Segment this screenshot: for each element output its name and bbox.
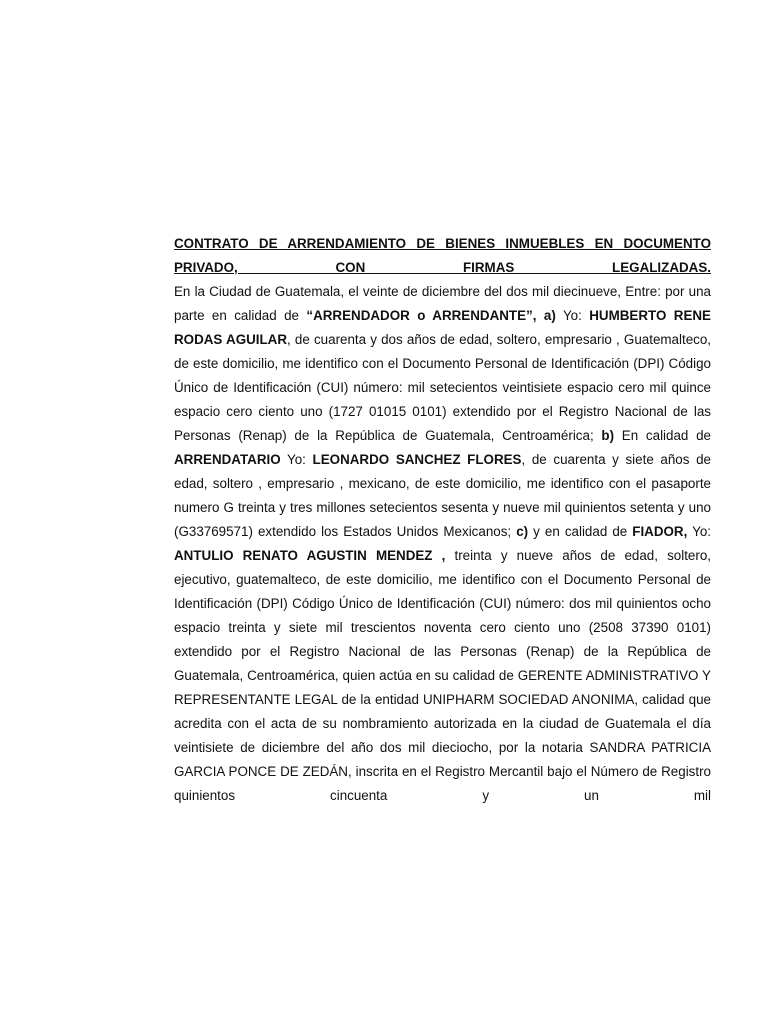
yo-text-1: Yo: (555, 308, 590, 323)
document-title: CONTRATO DE ARRENDAMIENTO DE BIENES INMUEBLES EN DOCUMENTO PRIVADO, CON FIRMAS LEGALIZADAS. (174, 236, 711, 275)
clause-a-label: a) (543, 308, 556, 323)
body-text-1: En la Ciudad de Guatemala, el veinte de diciembre del dos mil diecinueve, Entre: por una parte en calidad de (174, 284, 711, 323)
body-text-2: , de cuarenta y dos años de edad, soltero, empresario , Guatemalteco, de este domicilio, me identifico con el Documento Personal de Identificación (DPI) Código Único de Identificación (CUI) número: mil setecientos veintisiete espacio cero mil quince espacio cero ciento uno (1727 01015 0101) extendido por el Registro Nacional de las Personas (Renap) de la República de Guatemala, Centroamérica; (174, 332, 712, 443)
arrendatario-role: ARRENDATARIO (174, 452, 281, 467)
clause-c-label: c) (516, 524, 529, 539)
fiador-role: FIADOR, (632, 524, 688, 539)
yo-text-2: Yo: (280, 452, 313, 467)
clause-b-label: b) (601, 428, 615, 443)
body-text-4: , de cuarenta y siete años de edad, soltero , empresario , mexicano, de este domicilio, me identifico con el pasaporte numero G treinta y tres millones setecientos sesenta y nueve mil quinientos setenta y uno (G33769571) extendido los Estados Unidos Mexicanos; (174, 452, 711, 539)
arrendador-name: HUMBERTO RENE RODAS AGUILAR (174, 308, 711, 347)
fiador-name: ANTULIO RENATO AGUSTIN MENDEZ , (174, 548, 446, 563)
document-body (174, 280, 711, 808)
arrendatario-name: LEONARDO SANCHEZ FLORES (312, 452, 522, 467)
yo-text-3: Yo: (687, 524, 711, 539)
body-text-3: En calidad de (614, 428, 711, 443)
arrendador-role: “ARRENDADOR o ARRENDANTE”, (306, 308, 537, 323)
document-content (174, 232, 711, 808)
body-text-6: treinta y nueve años de edad, soltero, ejecutivo, guatemalteco, de este domicilio, me identifico con el Documento Personal de Identificación (DPI) Código Único de Identificación (CUI) número: dos mil quinientos ocho espacio treinta y siete mil trescientos noventa cero ciento uno (2508 37390 0101) extendido por el Registro Nacional de las Personas (Renap) de la República de Guatemala, Centroamérica, quien actúa en su calidad de GERENTE ADMINISTRATIVO Y REPRESENTANTE LEGAL de la entidad UNIPHARM SOCIEDAD ANONIMA, calidad que acredita con el acta de su nombramiento autorizada en la ciudad de Guatemala el día veintisiete de diciembre del año dos mil dieciocho, por la notaria SANDRA PATRICIA GARCIA PONCE DE ZEDÁN, inscrita en el Registro Mercantil bajo el Número de Registro quinientos cincuenta y un mil (174, 548, 711, 803)
body-text-5: y en calidad de (528, 524, 633, 539)
